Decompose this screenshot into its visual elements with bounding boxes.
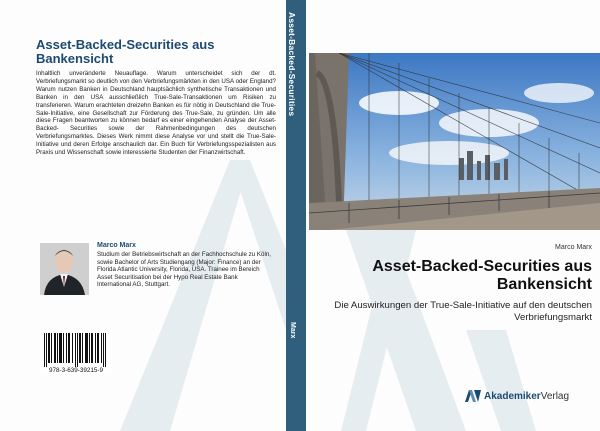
back-cover-title: Asset-Backed-Securities aus Bankensicht	[36, 37, 215, 66]
spine-author: Marx	[289, 322, 296, 339]
barcode-icon	[44, 333, 108, 367]
front-title: Asset-Backed-Securities aus Bankensicht	[372, 258, 592, 293]
publisher-logo	[465, 390, 569, 402]
front-subtitle: Die Auswirkungen der True-Sale-Initiative auf den deutschen Verbriefungsmarkt	[334, 300, 592, 323]
publisher-name: AkademikerVerlag	[484, 390, 570, 402]
cover-photo-bridge	[309, 53, 600, 230]
spine-title: Asset-Backed-Securities	[287, 12, 297, 117]
front-author: Marco Marx	[555, 244, 592, 251]
author-photo	[40, 243, 89, 295]
back-cover-blurb: Inhaltlich unveränderte Neuauflage. Warum unterscheidet sich der dt. Verbriefungsmarkt so deutlich von den Verbriefungsmärkten in den USA oder England? Warum nutzen Banken in Deutschland hauptsächlich synthetische Transaktionen und Banken in den USA ausschließlich True-Sale-Transaktionen um Risiken zu transferieren. Warum erachteten dreizehn Banken es für nötig in Deutschland die True-Sale-Initiative, eine Gesellschaft zur Förderung des True-Sale, zu gründen. Um alle diese Fragen beantworten zu können bedarf es einer eingehenden Analyse der Asset-Backed- Securities sowie der Rahmenbedingungen des deutschen Verbriefungsmarktes. Dieses Werk nimmt diese Analyse vor und stellt die True-Sale- Initiative und deren Erfolge anschaulich dar. Ein Buch für Verbriefungsspezialisten aus Praxis und Wissenschaft sowie interessierte Studenten der Finanzwirtschaft.	[36, 70, 276, 157]
isbn-barcode	[40, 330, 112, 375]
author-bio: Studium der Betriebswirtschaft an der Fachhochschule zu Köln, sowie Bachelor of Arts Studiengang (Major: Finance) an der Florida Atlantic University, Florida, USA. Trainee im Bereich Asset Securitisation bei der Hypo Real Estate Bank International AG, Stuttgart.	[97, 251, 272, 289]
back-author-name: Marco Marx	[97, 242, 136, 249]
isbn-number: 978-3-639-39215-9	[49, 367, 103, 374]
publisher-av-icon	[465, 390, 481, 402]
